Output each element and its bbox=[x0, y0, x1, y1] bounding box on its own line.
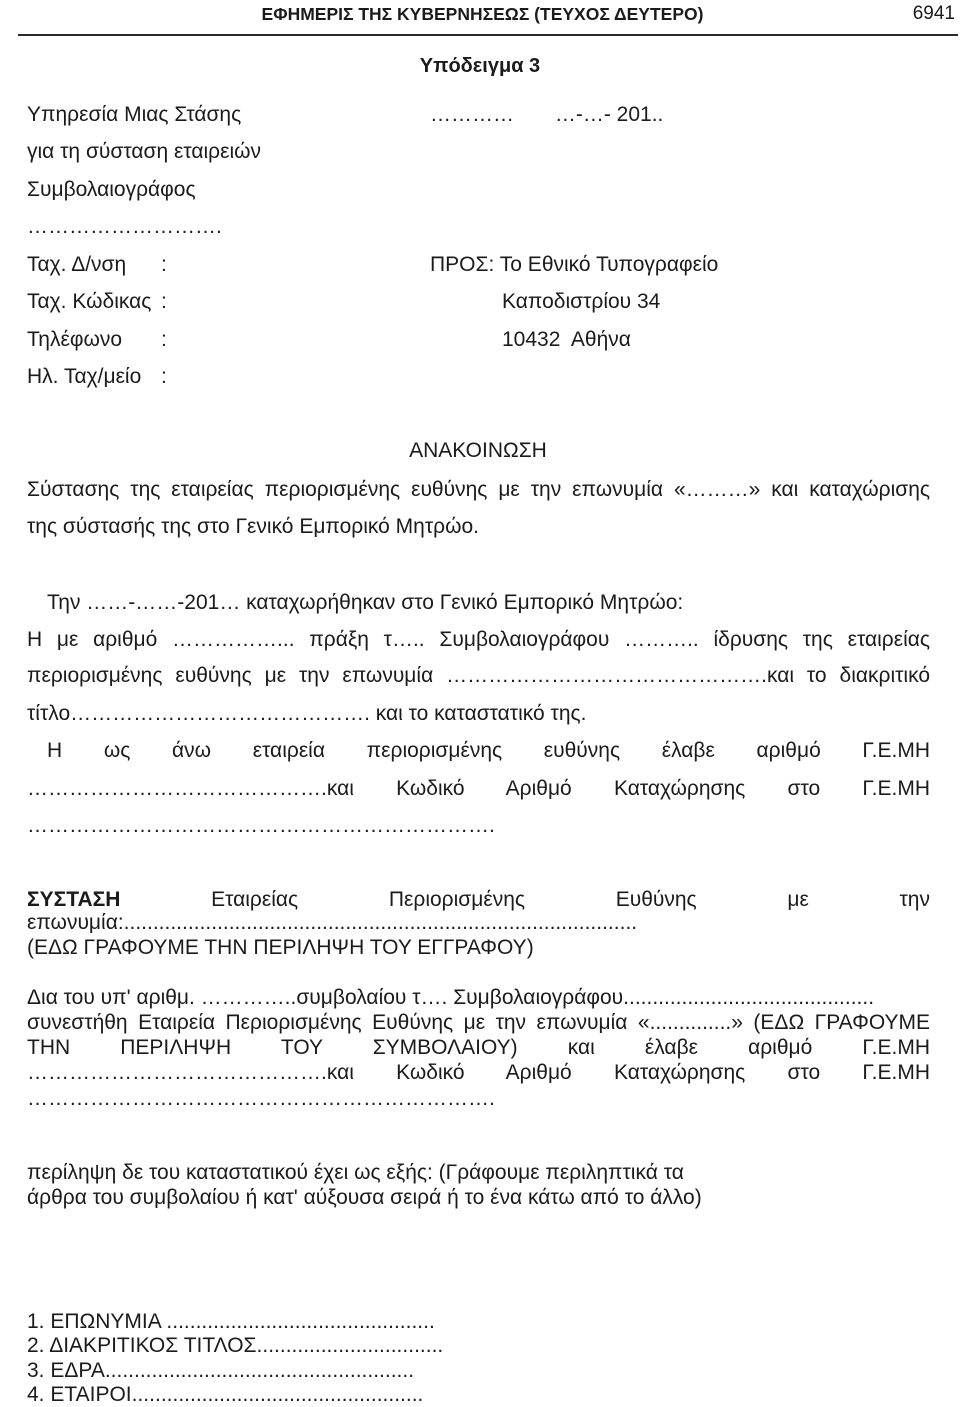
announcement-heading: ΑΝΑΚΟΙΝΩΣΗ bbox=[409, 439, 547, 462]
sender-role: Συμβολαιογράφος bbox=[27, 178, 196, 201]
deed-line: ΤΗΝ ΠΕΡΙΛΗΨΗ ΤΟΥ ΣΥΜΒΟΛΑΙΟΥ) και έλαβε αριθμό Γ.Ε.ΜΗ bbox=[27, 1036, 930, 1059]
registration-line: περιορισμένης ευθύνης με την επωνυμία ……………………………………….και το διακριτικό bbox=[27, 664, 930, 687]
registration-line: …………………………………….και Κωδικό Αριθμό Καταχώρησης στο Γ.Ε.ΜΗ bbox=[27, 777, 930, 800]
gazette-title: ΕΦΗΜΕΡΙΣ ΤΗΣ ΚΥΒΕΡΝΗΣΕΩΣ (ΤΕΥΧΟΣ ΔΕΥΤΕΡΟ) bbox=[261, 4, 704, 24]
summary-instruction: (ΕΔΩ ΓΡΑΦΟΥΜΕ ΤΗΝ ΠΕΡΙΛΗΨΗ ΤΟΥ ΕΓΓΡΑΦΟΥ) bbox=[27, 936, 534, 959]
summary-title bbox=[27, 888, 930, 912]
field-label: Τηλέφωνο bbox=[27, 328, 123, 351]
field-postal-code bbox=[27, 290, 417, 314]
deed-line: Δια του υπ' αριθμ. …………..συμβολαίου τ…. Συμβολαιογράφου........................................... bbox=[27, 986, 875, 1009]
template-title: Υπόδειγμα 3 bbox=[419, 55, 541, 77]
sender-name-placeholder: ………………………. bbox=[27, 215, 222, 238]
article-item: 3. ΕΔΡΑ..................................................... bbox=[27, 1359, 415, 1382]
recipient-street: Καποδιστρίου 34 bbox=[502, 290, 661, 313]
summary-note: άρθρα του συμβολαίου ή κατ' αύξουσα σειρά ή το ένα κάτω από το άλλο) bbox=[27, 1186, 702, 1209]
field-colon: : bbox=[161, 290, 167, 313]
registration-line: …………………………………………………………. bbox=[27, 814, 495, 837]
field-colon: : bbox=[161, 328, 167, 351]
article-item: 4. ΕΤΑΙΡΟΙ.................................................. bbox=[27, 1383, 424, 1406]
registration-line: Η με αριθμό ……………... πράξη τ….. Συμβολαιογράφου ……….. ίδρυσης της εταιρείας bbox=[27, 628, 930, 651]
summary-label: ΣΥΣΤΑΣΗ bbox=[27, 888, 121, 911]
header-rule bbox=[18, 34, 958, 36]
page-number: 6941 bbox=[912, 3, 955, 24]
field-label: Ταχ. Δ/νση bbox=[27, 253, 127, 276]
registration-intro: Την ……-……-201… καταχωρήθηκαν στο Γενικό Εμπορικό Μητρώο: bbox=[47, 591, 684, 614]
registration-line: Η ως άνω εταιρεία περιορισμένης ευθύνης έλαβε αριθμό Γ.Ε.ΜΗ bbox=[47, 739, 930, 762]
deed-line: …………………………………….και Κωδικό Αριθμό Καταχώρησης στο Γ.Ε.ΜΗ bbox=[27, 1061, 930, 1084]
summary-title-rest: Εταιρείας Περιορισμένης Ευθύνης με την bbox=[211, 888, 930, 911]
deed-line: …………………………………………………………. bbox=[27, 1087, 495, 1110]
announcement-subject-line: Σύστασης της εταιρείας περιορισμένης ευθύνης με την επωνυμία «………» και καταχώρισης bbox=[27, 478, 930, 501]
registration-line: τίτλο……………………………………. και το καταστατικό της. bbox=[27, 702, 587, 725]
deed-line: συνεστήθη Εταιρεία Περιορισμένης Ευθύνης με την επωνυμία «..............» (ΕΔΩ ΓΡΑΦΟΥΜΕ bbox=[27, 1011, 930, 1034]
sender-purpose: για τη σύσταση εταιρειών bbox=[27, 140, 262, 163]
sender-office: Υπηρεσία Μιας Στάσης bbox=[27, 103, 242, 126]
field-postal-address bbox=[27, 253, 417, 277]
article-item: 2. ΔΙΑΚΡΙΤΙΚΟΣ ΤΙΤΛΟΣ................................ bbox=[27, 1334, 444, 1357]
field-phone bbox=[27, 328, 417, 352]
recipient-to: ΠΡΟΣ: Το Εθνικό Τυπογραφείο bbox=[430, 253, 719, 276]
field-email bbox=[27, 365, 417, 389]
announcement-subject-line: της σύστασής της στο Γενικό Εμπορικό Μητρώο. bbox=[27, 515, 479, 538]
field-colon: : bbox=[161, 253, 167, 276]
summary-note: περίληψη δε του καταστατικού έχει ως εξής: (Γράφουμε περιληπτικά τα bbox=[27, 1161, 684, 1184]
field-label: Ταχ. Κώδικας bbox=[27, 290, 152, 313]
field-colon: : bbox=[161, 365, 167, 388]
recipient-city: 10432 Αθήνα bbox=[502, 328, 631, 351]
date-placeholder: ………… …-…- 201.. bbox=[430, 103, 664, 126]
field-label: Ηλ. Ταχ/μείο bbox=[27, 365, 142, 388]
article-item: 1. ΕΠΩΝΥΜΙΑ .............................................. bbox=[27, 1310, 435, 1333]
summary-name-line: επωνυμία:........................................................................................ bbox=[27, 911, 638, 934]
